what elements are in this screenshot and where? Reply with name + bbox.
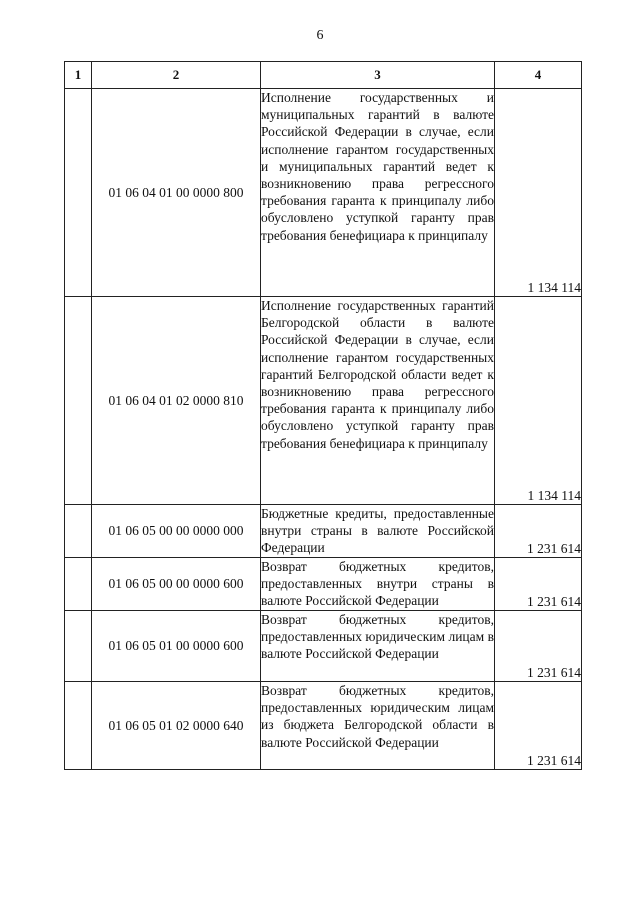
table-row bbox=[65, 558, 582, 611]
code-cell: 01 06 05 01 02 0000 640 bbox=[92, 682, 261, 770]
table-row bbox=[65, 505, 582, 558]
description-cell: Возврат бюджетных кредитов, предоставленных юридическим лицам в валюте Российской Федерации bbox=[261, 611, 495, 682]
code-cell: 01 06 04 01 02 0000 810 bbox=[92, 297, 261, 505]
row-index-cell bbox=[65, 682, 92, 770]
description-cell: Возврат бюджетных кредитов, предоставленных внутри страны в валюте Российской Федерации bbox=[261, 558, 495, 611]
amount-cell: 1 231 614 bbox=[495, 682, 582, 770]
code-cell: 01 06 05 01 00 0000 600 bbox=[92, 611, 261, 682]
table-row bbox=[65, 89, 582, 297]
description-cell: Возврат бюджетных кредитов, предоставленных юридическим лицам из бюджета Белгородской области в валюте Российской Федерации bbox=[261, 682, 495, 770]
table-row bbox=[65, 682, 582, 770]
table-row bbox=[65, 297, 582, 505]
table-header-row bbox=[65, 62, 582, 89]
column-header-1: 1 bbox=[65, 62, 92, 89]
row-index-cell bbox=[65, 89, 92, 297]
code-cell: 01 06 04 01 00 0000 800 bbox=[92, 89, 261, 297]
amount-cell: 1 134 114 bbox=[495, 89, 582, 297]
column-header-4: 4 bbox=[495, 62, 582, 89]
description-cell: Исполнение государственных гарантий Белгородской области в валюте Российской Федерации в случае, если исполнение гарантом государственных гарантий Белгородской области ведет к возникновению права регрессного требования гаранта к принципалу либо обусловлено уступкой гаранту прав требования бенефициара к принципалу bbox=[261, 297, 495, 505]
amount-cell: 1 231 614 bbox=[495, 505, 582, 558]
row-index-cell bbox=[65, 297, 92, 505]
row-index-cell bbox=[65, 611, 92, 682]
page-number: 6 bbox=[316, 28, 324, 43]
row-index-cell bbox=[65, 558, 92, 611]
amount-cell: 1 231 614 bbox=[495, 558, 582, 611]
amount-cell: 1 134 114 bbox=[495, 297, 582, 505]
column-header-2: 2 bbox=[92, 62, 261, 89]
table-row bbox=[65, 611, 582, 682]
budget-table bbox=[64, 61, 582, 770]
amount-cell: 1 231 614 bbox=[495, 611, 582, 682]
code-cell: 01 06 05 00 00 0000 600 bbox=[92, 558, 261, 611]
column-header-3: 3 bbox=[261, 62, 495, 89]
code-cell: 01 06 05 00 00 0000 000 bbox=[92, 505, 261, 558]
row-index-cell bbox=[65, 505, 92, 558]
description-cell: Исполнение государственных и муниципальных гарантий в валюте Российской Федерации в случае, если исполнение гарантом государственных и муниципальных гарантий ведет к возникновению права регрессного требования гаранта к принципалу либо обусловлено уступкой гаранту прав требования бенефициара к принципалу bbox=[261, 89, 495, 297]
description-cell: Бюджетные кредиты, предоставленные внутри страны в валюте Российской Федерации bbox=[261, 505, 495, 558]
